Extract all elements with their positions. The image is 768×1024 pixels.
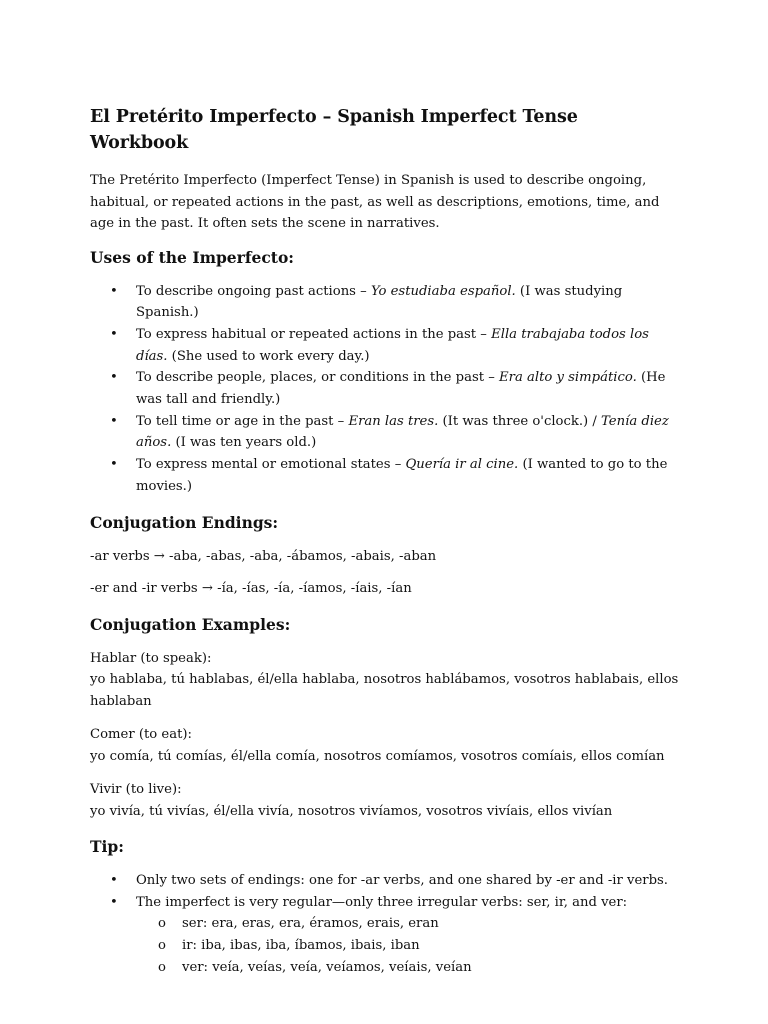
document-page xyxy=(90,104,680,993)
examples-heading: Conjugation Examples: xyxy=(90,614,291,634)
intro-paragraph: The Pretérito Imperfecto (Imperfect Tense) in Spanish is used to describe ongoing, habitual, or repeated actions in the past, as well as descriptions, emotions, time, and age in the past. It often sets the scene in narratives. xyxy=(90,173,660,231)
endings-heading: Conjugation Endings: xyxy=(90,512,279,532)
verb-label: Vivir (to live): xyxy=(90,782,182,798)
document-title: El Pretérito Imperfecto – Spanish Imperfect Tense Workbook xyxy=(90,107,578,153)
irregular-verbs-list xyxy=(90,913,680,978)
example-comer xyxy=(90,724,680,767)
example-hablar xyxy=(90,648,680,713)
example-vivir xyxy=(90,779,680,822)
er-ir-endings: -er and -ir verbs → -ía, -ías, -ía, -íamos, -íais, -ían xyxy=(90,581,412,597)
verb-forms: yo vivía, tú vivías, él/ella vivía, nosotros vivíamos, vosotros vivíais, ellos vivían xyxy=(90,803,613,819)
uses-heading: Uses of the Imperfecto: xyxy=(90,247,295,267)
tip-list xyxy=(90,870,680,979)
irregular-ir: o ir: iba, ibas, iba, íbamos, ibais, iban xyxy=(136,935,680,957)
list-item: • Only two sets of endings: one for -ar verbs, and one shared by -er and -ir verbs. xyxy=(90,870,680,892)
list-item: • To express mental or emotional states – Quería ir al cine. (I wanted to go to the movies.) xyxy=(90,454,680,497)
verb-forms: yo hablaba, tú hablabas, él/ella hablaba, nosotros hablábamos, vosotros hablabais, ellos hablaban xyxy=(90,672,679,709)
list-item: • To describe ongoing past actions – Yo estudiaba español. (I was studying Spanish.) xyxy=(90,281,680,324)
list-item: • To tell time or age in the past – Eran las tres. (It was three o'clock.) / Tenía diez años. (I was ten years old.) xyxy=(90,411,680,454)
list-item: • To describe people, places, or conditions in the past – Era alto y simpático. (He was tall and friendly.) xyxy=(90,367,680,410)
uses-list xyxy=(90,281,680,498)
irregular-ser: o ser: era, eras, era, éramos, erais, eran xyxy=(136,913,680,935)
irregular-ver: o ver: veía, veías, veía, veíamos, veíais, veían xyxy=(136,957,680,979)
list-item: • The imperfect is very regular—only three irregular verbs: ser, ir, and ver: o ser: era, eras, era, éramos, erais, eran o ir: iba, ibas, iba, íbamos, ibais, iban o ver: veía, veías, veía, veíamos, veíais, veían xyxy=(90,892,680,979)
verb-forms: yo comía, tú comías, él/ella comía, nosotros comíamos, vosotros comíais, ellos comían xyxy=(90,748,665,764)
verb-label: Hablar (to speak): xyxy=(90,650,212,666)
ar-endings: -ar verbs → -aba, -abas, -aba, -ábamos, -abais, -aban xyxy=(90,548,437,564)
tip-heading: Tip: xyxy=(90,837,124,857)
verb-label: Comer (to eat): xyxy=(90,727,192,743)
list-item: • To express habitual or repeated actions in the past – Ella trabajaba todos los días. (She used to work every day.) xyxy=(90,324,680,367)
